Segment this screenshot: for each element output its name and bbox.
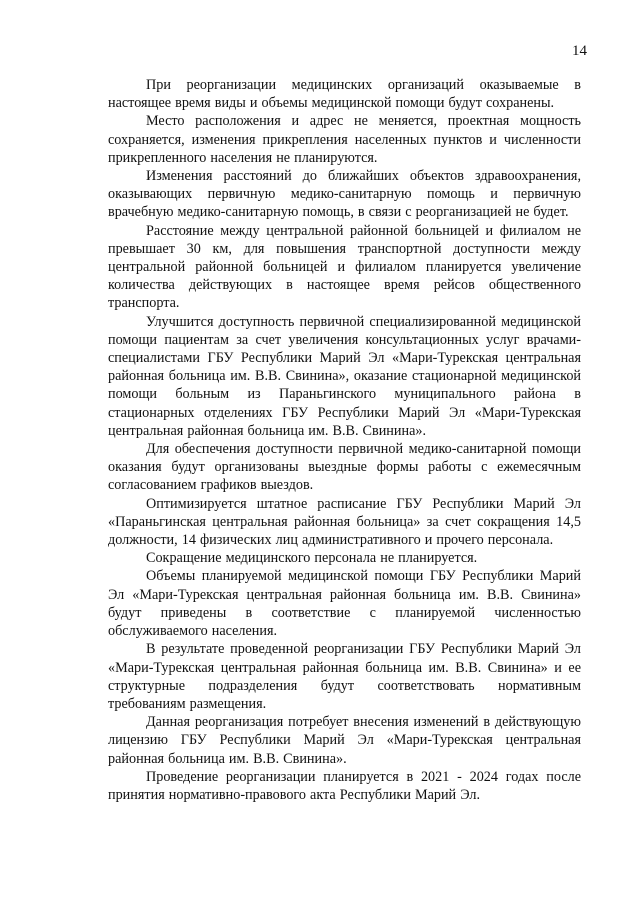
paragraph-care-volumes: Объемы планируемой медицинской помощи ГБУ Республики Марий Эл «Мари-Турекская центральная районная больница им. В.В. Свинина» будут приведены в соответствие с планируемой численностью обслуживаемого населения. <box>108 568 581 640</box>
document-body <box>108 76 581 804</box>
paragraph-timeline: Проведение реорганизации планируется в 2021 - 2024 годах после принятия нормативно-правового акта Республики Марий Эл. <box>108 768 581 803</box>
paragraph-license-changes: Данная реорганизация потребует внесения изменений в действующую лицензию ГБУ Республики Марий Эл «Мари-Турекская центральная районная больница им. В.В. Свинина». <box>108 714 581 767</box>
paragraph-placement-requirements: В результате проведенной реорганизации ГБУ Республики Марий Эл «Мари-Турекская центральная районная больница им. В.В. Свинина» и ее структурные подразделения будут соответствовать нормативным требованиям размещения. <box>108 641 581 712</box>
paragraph-location-unchanged: Место расположения и адрес не меняется, проектная мощность сохраняется, изменения прикрепления населенных пунктов и численности прикрепленного населения не планируются. <box>108 113 581 166</box>
paragraph-services-preserved: При реорганизации медицинских организаций оказываемые в настоящее время виды и объемы медицинской помощи будут сохранены. <box>108 77 581 112</box>
paragraph-transport: Расстояние между центральной районной больницей и филиалом не превышает 30 км, для повышения транспортной доступности между центральной районной больницей и филиалом планируется увеличение количества действующих в настоящее время рейсов общественного транспорта. <box>108 222 581 312</box>
paragraph-no-medical-cuts: Сокращение медицинского персонала не планируется. <box>146 550 478 567</box>
paragraph-specialized-care: Улучшится доступность первичной специализированной медицинской помощи пациентам за счет увеличения консультационных услуг врачами-специалистами ГБУ Республики Марий Эл «Мари-Турекская центральная районная больница им. В.В. Свинина», оказание стационарной медицинской помощи больным из Параньгинского муниципального района в стационарных отделениях ГБУ Республики Марий Эл «Мари-Турекская центральная районная больница им. В.В. Свинина». <box>108 313 581 439</box>
paragraph-staff-optimization: Оптимизируется штатное расписание ГБУ Республики Марий Эл «Параньгинская центральная районная больница» за счет сокращения 14,5 должности, 14 физических лиц административного и прочего персонала. <box>108 495 581 549</box>
page-number: 14 <box>572 43 587 59</box>
paragraph-distances: Изменения расстояний до ближайших объектов здравоохранения, оказывающих первичную медико-санитарную помощь и первичную врачебную медико-санитарную помощь, в связи с реорганизацией не будет. <box>108 168 581 221</box>
paragraph-mobile-teams: Для обеспечения доступности первичной медико-санитарной помощи оказания будут организованы выездные формы работы с ежемесячным согласованием графиков выездов. <box>108 441 581 494</box>
